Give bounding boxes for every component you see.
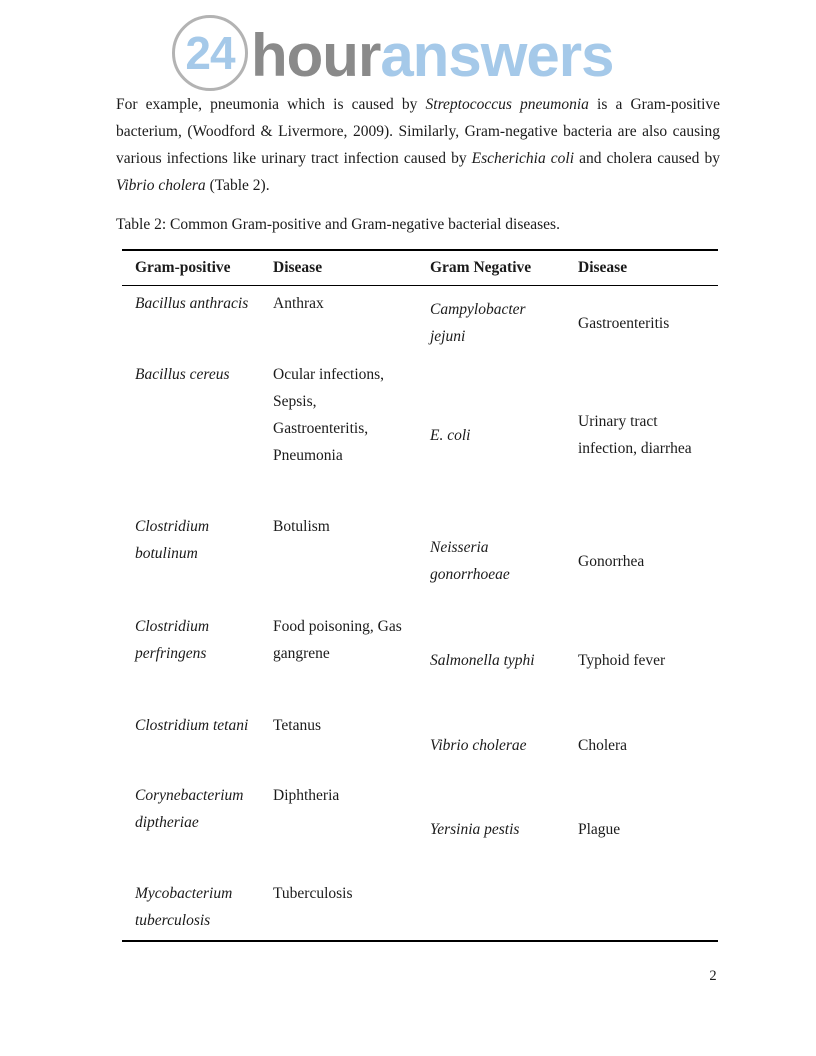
table-row bbox=[122, 285, 718, 357]
table-row bbox=[122, 778, 718, 876]
cell-gram-negative bbox=[417, 876, 565, 941]
cell-gram-positive: Corynebacterium diptheriae bbox=[135, 787, 244, 831]
cell-gn-disease bbox=[565, 876, 718, 941]
table-row bbox=[122, 609, 718, 708]
table-row bbox=[122, 876, 718, 941]
cell-gram-negative: Yersinia pestis bbox=[430, 820, 520, 838]
header-disease-2: Disease bbox=[578, 259, 628, 277]
cell-gn-disease: Plague bbox=[578, 820, 621, 838]
logo-hour: hour bbox=[251, 22, 381, 89]
cell-gram-positive: Clostridium tetani bbox=[135, 717, 249, 734]
cell-gp-disease: Botulism bbox=[273, 518, 330, 535]
header-gram-negative: Gram Negative bbox=[430, 259, 532, 277]
cell-gram-positive: Bacillus anthracis bbox=[135, 294, 249, 312]
table-row bbox=[122, 357, 718, 509]
cell-gram-positive: Clostridium perfringens bbox=[135, 618, 210, 662]
logo-answers: answers bbox=[380, 22, 614, 89]
cell-gn-disease: Cholera bbox=[578, 736, 628, 754]
cell-gn-disease: Typhoid fever bbox=[578, 652, 666, 669]
table-row bbox=[122, 708, 718, 778]
header-disease-1: Disease bbox=[273, 259, 323, 277]
cell-gp-disease: Food poisoning, Gas gangrene bbox=[273, 618, 402, 662]
logo-wordmark bbox=[251, 12, 613, 94]
diseases-table bbox=[122, 249, 718, 942]
cell-gram-negative: Vibrio cholerae bbox=[430, 736, 527, 754]
cell-gram-positive: Clostridium botulinum bbox=[135, 518, 210, 562]
logo-24: 24 bbox=[185, 27, 235, 79]
cell-gram-negative: Neisseria gonorrhoeae bbox=[430, 539, 510, 583]
table-body bbox=[122, 285, 718, 941]
cell-gp-disease: Diphtheria bbox=[273, 787, 340, 804]
cell-gram-positive: Bacillus cereus bbox=[135, 366, 230, 383]
logo bbox=[172, 12, 613, 94]
cell-gram-negative: E. coli bbox=[430, 426, 471, 444]
logo-circle-icon bbox=[172, 15, 248, 91]
header-gram-positive: Gram-positive bbox=[135, 259, 231, 277]
cell-gp-disease: Tuberculosis bbox=[273, 885, 353, 902]
cell-gram-negative: Campylobacter jejuni bbox=[430, 301, 526, 346]
body-paragraph: For example, pneumonia which is caused by Streptococcus pneumonia is a Gram-positive bacterium, (Woodford & Livermore, 2009). Similarly, Gram-negative bacteria are also causing various infections like urinary tract infection caused by Escherichia coli and cholera caused by Vibrio cholera (Table 2). bbox=[116, 96, 721, 194]
page-number: 2 bbox=[709, 968, 717, 984]
cell-gp-disease: Tetanus bbox=[273, 717, 321, 734]
cell-gram-positive: Mycobacterium tuberculosis bbox=[135, 885, 233, 929]
table-row bbox=[122, 509, 718, 609]
cell-gp-disease: Anthrax bbox=[273, 294, 324, 312]
cell-gn-disease: Gastroenteritis bbox=[578, 314, 670, 332]
cell-gram-negative: Salmonella typhi bbox=[430, 652, 535, 669]
cell-gp-disease: Ocular infections, Sepsis, Gastroenteritis, Pneumonia bbox=[273, 366, 385, 464]
table-caption: Table 2: Common Gram-positive and Gram-negative bacterial diseases. bbox=[116, 216, 560, 233]
table-header-row bbox=[122, 250, 718, 285]
cell-gn-disease: Urinary tract infection, diarrhea bbox=[578, 413, 692, 457]
cell-gn-disease: Gonorrhea bbox=[578, 552, 645, 570]
